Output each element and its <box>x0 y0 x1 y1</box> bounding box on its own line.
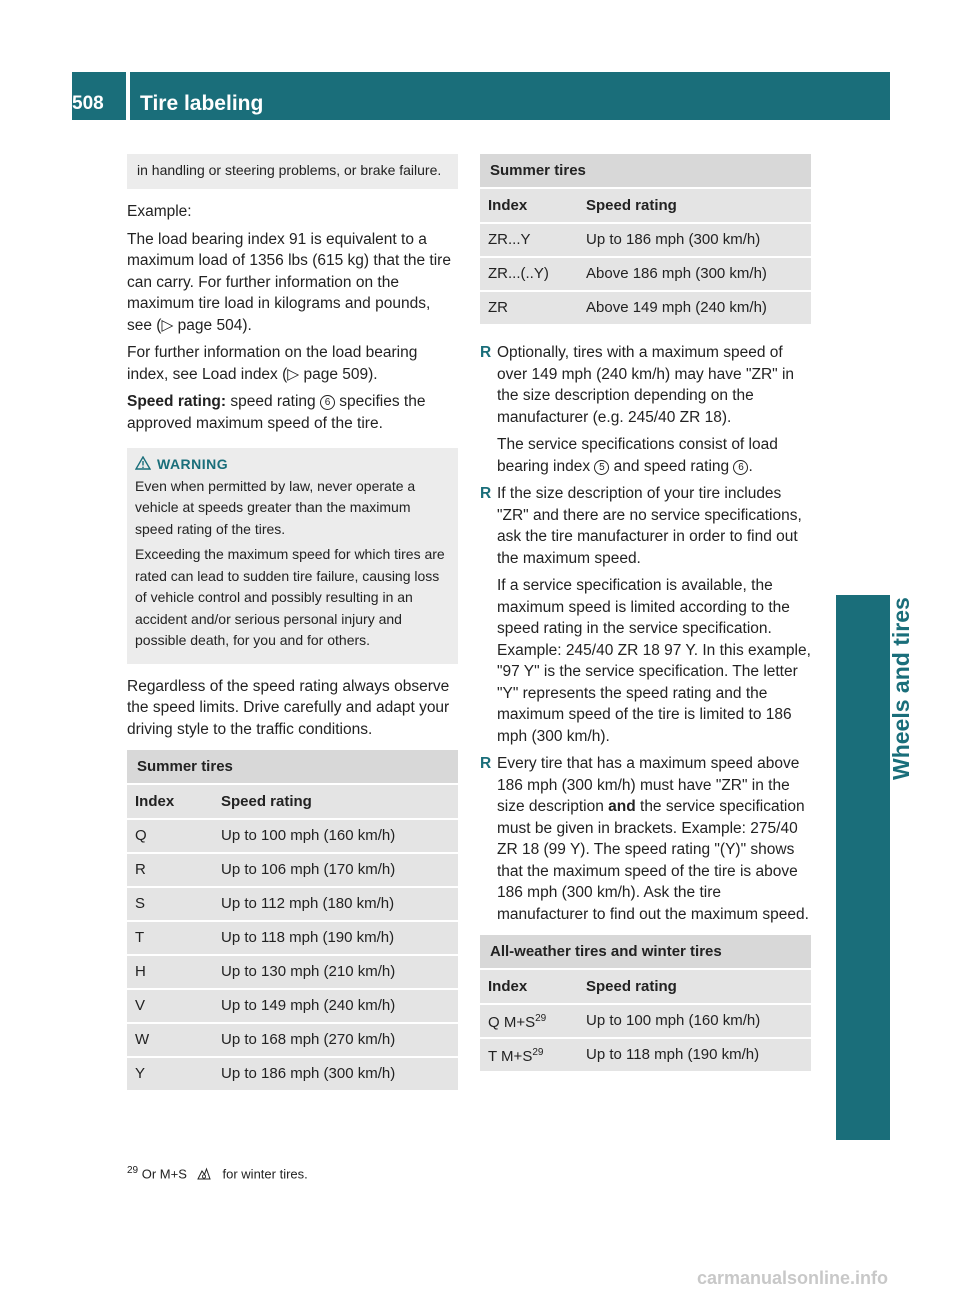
text-span: Every tire that has a maximum speed above 186 mph (300 km/h) must have "ZR" in the size description <box>497 755 800 815</box>
index-cell: ZR <box>480 290 578 324</box>
marker-6: 6 <box>320 395 335 410</box>
speed-cell: Up to 118 mph (190 km/h) <box>578 1037 811 1071</box>
speed-limit-paragraph: Regardless of the speed rating always observe the speed limits. Drive carefully and adapt your driving style to the traffic conditions. <box>127 677 450 738</box>
bullet-text <box>497 753 811 925</box>
speed-rating-label: Speed rating: <box>127 393 227 410</box>
all-weather-winter-table <box>480 935 811 1071</box>
bullet-list <box>480 342 811 925</box>
watermark: carmanualsonline.info <box>696 1268 888 1288</box>
index-cell <box>480 1003 578 1037</box>
text-span: the service specification must be given in brackets. Example: 275/40 ZR 18 (99 Y). The speed rating "(Y)" shows that the maximum speed of the tire is above 186 mph (300 km/h). Ask the tire manufacturer to find out the maximum speed. <box>497 798 809 923</box>
speed-text: speed rating <box>226 393 320 410</box>
warning-triangle-icon <box>135 456 151 470</box>
right-column <box>480 154 811 1089</box>
section-label: Wheels and tires <box>888 597 914 780</box>
index-cell: Q <box>127 818 213 852</box>
index-cell: Y <box>127 1056 213 1090</box>
bullet-marker: R <box>480 755 492 772</box>
left-column <box>127 154 458 1108</box>
example-label: Example: <box>127 203 192 220</box>
warning-header <box>135 454 450 476</box>
speed-cell: Up to 118 mph (190 km/h) <box>213 920 458 954</box>
table-row <box>480 1037 811 1071</box>
footnote-ref: 29 <box>532 1047 544 1059</box>
column-header: Speed rating <box>578 187 811 222</box>
table-row <box>480 1003 811 1037</box>
summer-tires-zr-table <box>480 154 811 324</box>
speed-cell: Up to 186 mph (300 km/h) <box>578 222 811 256</box>
bullet-marker: R <box>480 485 492 502</box>
page-number: 508 <box>72 93 104 114</box>
index-cell <box>480 1037 578 1071</box>
footnote-text: Or M+S <box>138 1166 187 1182</box>
column-header: Index <box>127 783 213 818</box>
table-row <box>480 256 811 290</box>
speed-cell: Up to 100 mph (160 km/h) <box>213 818 458 852</box>
list-item <box>480 342 811 477</box>
page-title: Tire labeling <box>140 92 264 115</box>
speed-text-end: specifies the approved maximum speed of the tire. <box>127 393 426 432</box>
index-cell: S <box>127 886 213 920</box>
footnote-number: 29 <box>127 1165 139 1176</box>
load-index-paragraph: The load bearing index 91 is equivalent to a maximum load of 1356 lbs (615 kg) that the tire can carry. For further information on the maximum tire load in kilograms and pounds, see (▷ page 504). <box>127 230 451 334</box>
speed-cell: Up to 130 mph (210 km/h) <box>213 954 458 988</box>
warning-text-1: Even when permitted by law, never operate a vehicle at speeds greater than the maximum speed rating of the tires. <box>135 477 416 537</box>
speed-cell: Up to 100 mph (160 km/h) <box>578 1003 811 1037</box>
table-row <box>127 818 458 852</box>
index-text: Q M+S <box>488 1014 536 1032</box>
table-caption: All-weather tires and winter tires <box>480 935 811 968</box>
text-span: The service specifications consist of load bearing index <box>497 436 778 475</box>
load-index-ref-paragraph: For further information on the load bearing index, see Load index (▷ page 509). <box>127 344 418 383</box>
speed-cell: Above 149 mph (240 km/h) <box>578 290 811 324</box>
bullet-text <box>497 434 811 477</box>
speed-cell: Up to 186 mph (300 km/h) <box>213 1056 458 1090</box>
speed-cell: Up to 106 mph (170 km/h) <box>213 852 458 886</box>
bullet-marker: R <box>480 344 492 361</box>
index-cell: T <box>127 920 213 954</box>
bullet-text: If the size description of your tire includes "ZR" and there are no service specifications, ask the tire manufacturer in order to find out the maximum speed. <box>497 485 802 567</box>
column-header: Index <box>480 968 578 1003</box>
index-cell: R <box>127 852 213 886</box>
warning-box <box>127 448 458 664</box>
bullet-text: Optionally, tires with a maximum speed of over 149 mph (240 km/h) may have "ZR" in the size description depending on the manufacturer (e.g. 245/40 ZR 18). <box>497 344 795 426</box>
index-cell: W <box>127 1022 213 1056</box>
table-row <box>480 290 811 324</box>
column-header: Speed rating <box>578 968 811 1003</box>
list-item <box>480 753 811 925</box>
warning-text-2: Exceeding the maximum speed for which tires are rated can lead to sudden tire failure, causing loss of vehicle control and possibly resulting in an accident and/or serious personal injury and possible death, for you and for others. <box>135 546 445 648</box>
speed-cell: Up to 168 mph (270 km/h) <box>213 1022 458 1056</box>
marker-6: 6 <box>733 460 748 475</box>
header-divider <box>126 72 130 120</box>
table-row <box>127 886 458 920</box>
table-row <box>127 852 458 886</box>
list-item <box>480 483 811 747</box>
text-span: and speed rating <box>609 457 734 475</box>
table-row <box>480 222 811 256</box>
footnote <box>127 1165 308 1181</box>
table-row <box>127 954 458 988</box>
table-caption: Summer tires <box>127 750 458 783</box>
section-tab <box>836 595 890 1140</box>
note-continuation: in handling or steering problems, or brake failure. <box>127 154 458 189</box>
speed-cell: Above 186 mph (300 km/h) <box>578 256 811 290</box>
index-text: T M+S <box>488 1048 533 1066</box>
table-row <box>127 1022 458 1056</box>
footnote-ref: 29 <box>535 1013 547 1025</box>
speed-cell: Up to 112 mph (180 km/h) <box>213 886 458 920</box>
column-header: Index <box>480 187 578 222</box>
index-cell: ZR...Y <box>480 222 578 256</box>
table-row <box>127 988 458 1022</box>
footnote-text: for winter tires. <box>222 1166 308 1182</box>
table-row <box>127 920 458 954</box>
index-cell: ZR...(..Y) <box>480 256 578 290</box>
bullet-text: If a service specification is available, the maximum speed is limited according to the speed rating in the service specification. Example: 245/40 ZR 18 97 Y. In this example, "97 Y" is the service specification. The letter "Y" represents the speed rating and the maximum speed of the tire is limited to 186 mph (300 km/h). <box>497 577 811 745</box>
marker-5: 5 <box>594 460 609 475</box>
summer-tires-table <box>127 750 458 1090</box>
speed-cell: Up to 149 mph (240 km/h) <box>213 988 458 1022</box>
speed-rating-paragraph <box>127 391 458 434</box>
text-span: . <box>748 457 753 475</box>
snowflake-mountain-icon <box>197 1166 211 1180</box>
column-header: Speed rating <box>213 783 458 818</box>
index-cell: H <box>127 954 213 988</box>
table-row <box>127 1056 458 1090</box>
table-caption: Summer tires <box>480 154 811 187</box>
warning-title: WARNING <box>157 456 229 472</box>
index-cell: V <box>127 988 213 1022</box>
emphasis-and: and <box>608 798 636 815</box>
